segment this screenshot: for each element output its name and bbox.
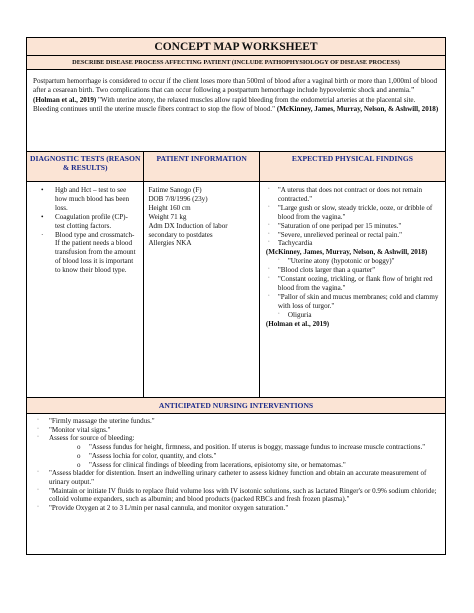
finding-text: "Constant oozing, trickling, or flank flow of bright red blood from the vagina."	[277, 275, 433, 292]
finding-item	[264, 311, 441, 320]
diagnostic-tests-list	[31, 186, 139, 275]
diagnostic-tests-header: DIAGNOSTIC TESTS (REASON & RESULTS)	[27, 152, 143, 182]
intervention-text: Assess for source of bleeding:	[49, 434, 135, 443]
bullet-icon: ·	[267, 275, 270, 282]
finding-text: Oliguria	[287, 310, 312, 319]
intervention-item	[31, 461, 441, 470]
nursing-interventions-list	[31, 417, 441, 513]
intervention-text: "Maintain or initiate IV fluids to replace fluid volume loss with IV isotonic solutions, such as lactated Ringer's or 0.9% sodium chloride; colloid volume expanders, such as albumin; and blood products (packed RBCs and fresh frozen plasma)."	[49, 486, 437, 504]
description-citation-2: (McKinney, James, Murray, Nelson, & Ashwill, 2018)	[275, 104, 439, 113]
intervention-item	[31, 443, 441, 452]
bullet-icon: ·	[267, 230, 270, 237]
bullet-icon: ·	[277, 310, 280, 317]
bullet-icon: ·	[37, 469, 39, 476]
nursing-interventions-header: ANTICIPATED NURSING INTERVENTIONS	[27, 398, 445, 414]
finding-text: "Saturation of one peripad per 15 minutes."	[277, 221, 402, 230]
concept-map-worksheet	[26, 37, 446, 555]
finding-item	[264, 186, 441, 204]
diagnostic-test-text: Blood type and crossmatch- If the patient needs a blood transfusion from the amount of blood loss it is important to know their blood type.	[55, 230, 136, 275]
intervention-item	[31, 417, 441, 426]
worksheet-title: CONCEPT MAP WORKSHEET	[27, 38, 445, 56]
description-text-2: "With uterine atony, the relaxed muscles allow rapid bleeding from the endometrial arteries at the placental site. Bleeding continues until the uterine muscle fibers contract to stop the flow of blood."	[33, 95, 416, 113]
bullet-icon: ·	[37, 434, 39, 441]
findings-citation-2: (Holman et al., 2019)	[265, 319, 330, 328]
patient-info-line: Adm DX Induction of labor secondary to postdates	[148, 221, 228, 239]
bullet-icon: ·	[277, 257, 280, 264]
intervention-item	[31, 434, 441, 443]
bullet-icon: ·	[267, 292, 270, 299]
patient-info-line: Height 160 cm	[148, 203, 191, 212]
diagnostic-test-item	[31, 186, 139, 213]
bullet-icon: ·	[267, 203, 270, 210]
intervention-text: "Provide Oxygen at 2 to 3 L/min per nasal cannula, and monitor oxygen saturation."	[49, 504, 289, 513]
bullet-icon: ·	[267, 239, 270, 246]
patient-info-line: Weight 71 kg	[148, 212, 187, 221]
bullet-icon: ·	[41, 230, 44, 239]
patient-info-line: DOB 7/8/1996 (23y)	[148, 194, 208, 203]
intervention-text: "Assess for clinical findings of bleeding from lacerations, episiotomy site, or hematomas."	[89, 460, 346, 469]
intervention-item	[31, 487, 441, 504]
finding-item	[264, 293, 441, 311]
finding-text: Tachycardia	[277, 239, 313, 248]
bullet-icon: ·	[267, 266, 270, 273]
intervention-text: "Assess lochia for color, quantity, and clots."	[89, 451, 217, 460]
bullet-icon: ·	[267, 221, 270, 228]
finding-text: "Severe, unrelieved perineal or rectal pain."	[277, 230, 403, 239]
expected-findings-header: EXPECTED PHYSICAL FINDINGS	[260, 152, 445, 182]
finding-text: "A uterus that does not contract or does not remain contracted."	[277, 186, 423, 203]
diagnostic-test-text: Coagulation profile (CP)- test clotting factors.	[55, 212, 128, 230]
intervention-item	[31, 452, 441, 461]
diagnostic-test-item	[31, 213, 139, 231]
nursing-interventions-body	[27, 414, 445, 554]
bullet-icon: ·	[37, 504, 39, 511]
intervention-item	[31, 469, 441, 486]
patient-information-column	[144, 152, 259, 397]
patient-information-header: PATIENT INFORMATION	[144, 152, 258, 182]
description-citation-1: " (Holman et al., 2019)	[33, 86, 415, 104]
intervention-item	[31, 504, 441, 513]
describe-disease-header: DESCRIBE DISEASE PROCESS AFFECTING PATIENT (INCLUDE PATHOPHYSIOLOGY OF DISEASE PROCESS)	[27, 56, 445, 70]
intervention-text: "Assess fundus for height, firmness, and position. If uterus is boggy, massage fundus to increase muscle contractions."	[89, 443, 426, 452]
intervention-text: "Firmly massage the uterine fundus."	[49, 417, 155, 425]
intervention-item	[31, 426, 441, 435]
finding-item	[264, 257, 441, 266]
bullet-icon: o	[77, 460, 81, 469]
patient-info-line: Allergies NKA	[148, 239, 192, 248]
intervention-text: "Monitor vital signs."	[49, 425, 111, 434]
expected-findings-column	[260, 152, 445, 397]
diagnostic-tests-column	[27, 152, 144, 397]
finding-item	[264, 204, 441, 222]
finding-text: "Blood clots larger than a quarter"	[277, 266, 376, 275]
findings-citation-1: (McKinney, James, Murray, Nelson, & Ashwill, 2018)	[265, 248, 428, 257]
description-text-1: Postpartum hemorrhage is considered to occur if the client loses more than 500ml of blood after a vaginal birth or more than 1,000ml of blood after a cesarean birth. Two complications that can occur following a postpartum hemorrhage include hypovolemic shock and anemia.	[33, 77, 438, 95]
bullet-icon: ·	[37, 417, 39, 423]
finding-text: "Large gush or slow, steady trickle, ooze, or dribble of blood from the vagina."	[277, 203, 433, 221]
diagnostic-test-text: Hgb and Hct – test to see how much blood has been loss.	[55, 186, 130, 212]
intervention-text: "Assess bladder for distention. Insert an indwelling urinary catheter to assess kidney function and obtain an accurate measurement of urinary output."	[49, 469, 427, 486]
patient-info-line: Fatime Sanogo (F)	[148, 186, 202, 194]
finding-item	[264, 231, 441, 240]
bullet-icon: o	[77, 451, 81, 460]
finding-item	[264, 239, 441, 248]
finding-item	[264, 222, 441, 231]
findings-list-1	[264, 186, 441, 248]
bullet-icon: ·	[267, 186, 270, 192]
three-column-section	[27, 152, 445, 398]
bullet-icon: •	[41, 212, 44, 221]
finding-text: "Uterine atony (hypotonic or boggy)"	[287, 257, 395, 266]
patient-information-list	[144, 182, 258, 252]
finding-item	[264, 266, 441, 275]
disease-description	[27, 70, 445, 152]
finding-text: "Pallor of skin and mucus membranes; cold and clammy with loss of turgor."	[277, 292, 439, 310]
diagnostic-test-item	[31, 231, 139, 276]
bullet-icon: o	[77, 443, 81, 452]
finding-item	[264, 275, 441, 293]
findings-list-2	[264, 257, 441, 319]
bullet-icon: ·	[37, 425, 39, 432]
bullet-icon: ·	[37, 486, 39, 493]
bullet-icon: •	[41, 186, 44, 194]
